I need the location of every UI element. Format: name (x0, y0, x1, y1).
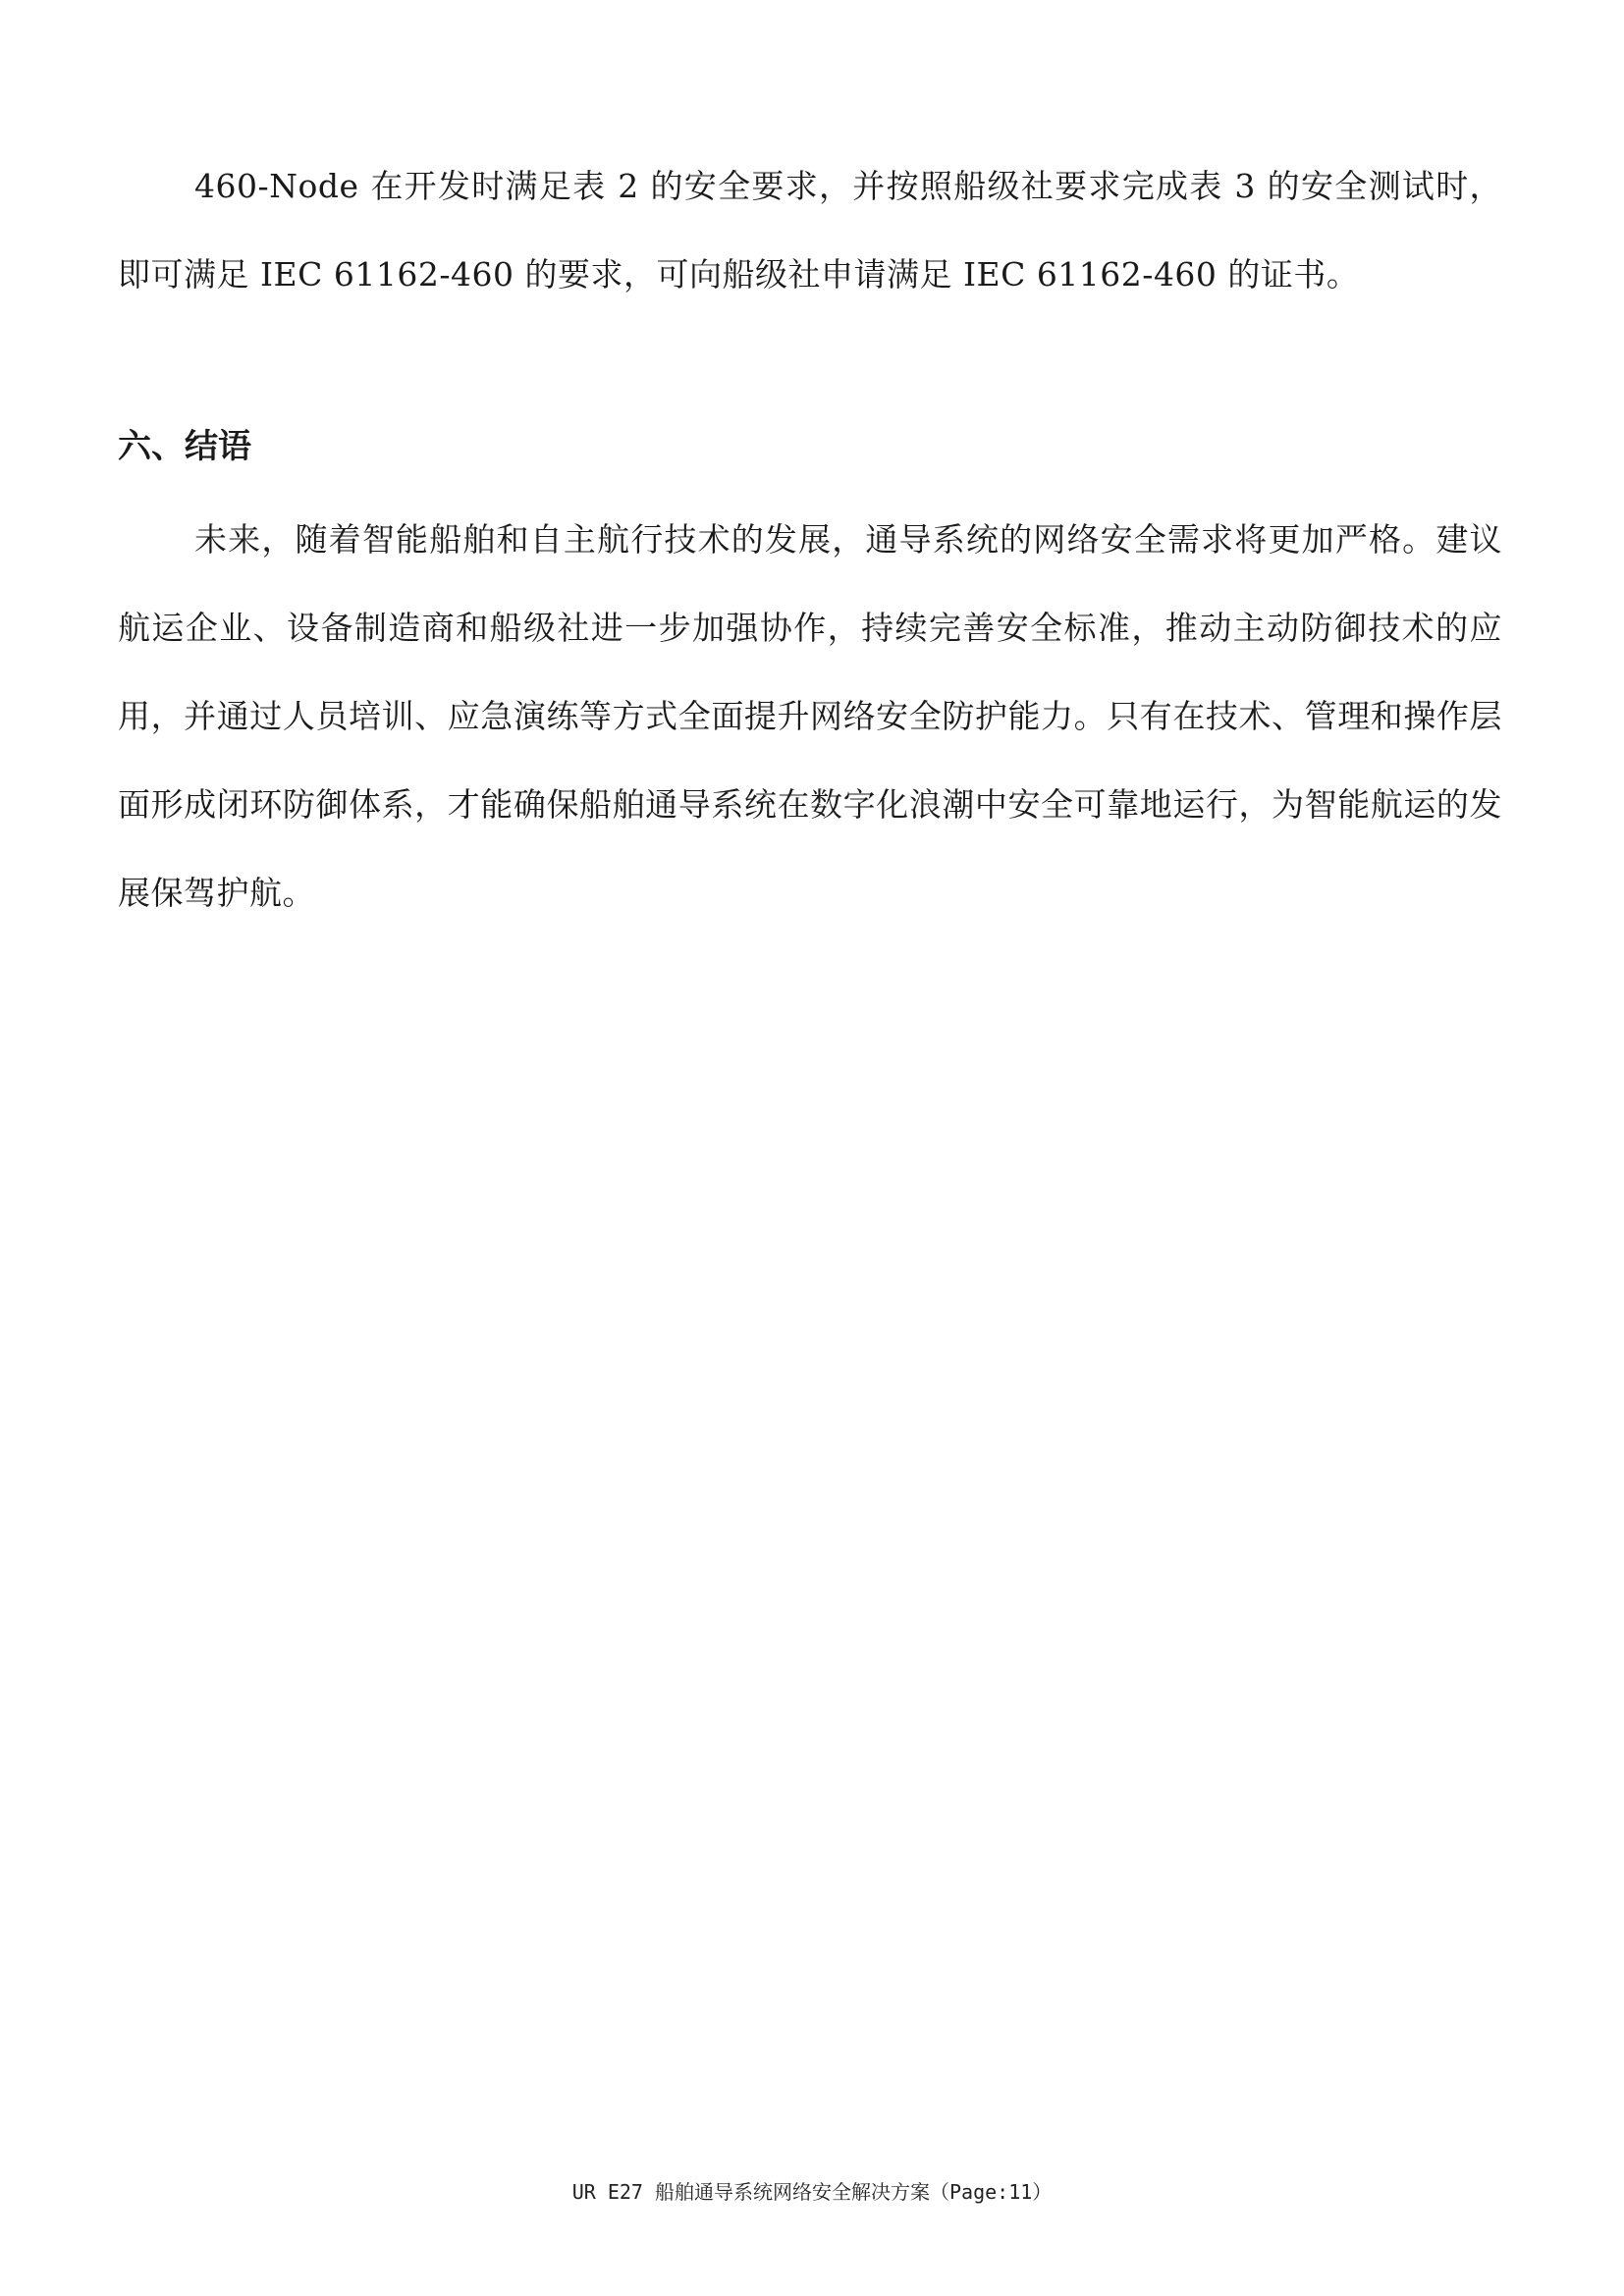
body-paragraph: 460-Node 在开发时满足表 2 的安全要求，并按照船级社要求完成表 3 的安全测试时，即可满足 IEC 61162-460 的要求，可向船级社申请满足 IEC 61162-460 的证书。 (118, 167, 1502, 294)
page-footer: UR E27 船舶通导系统网络安全解决方案（Page:11） (571, 2180, 1053, 2204)
body-paragraph: 未来，随着智能船舶和自主航行技术的发展，通导系统的网络安全需求将更加严格。建议航运企业、设备制造商和船级社进一步加强协作，持续完善安全标准，推动主动防御技术的应用，并通过人员培训、应急演练等方式全面提升网络安全防护能力。只有在技术、管理和操作层面形成闭环防御体系，才能确保船舶通导系统在数字化浪潮中安全可靠地运行，为智能航运的发展保驾护航。 (118, 520, 1502, 912)
section-heading: 六、结语 (118, 427, 251, 466)
